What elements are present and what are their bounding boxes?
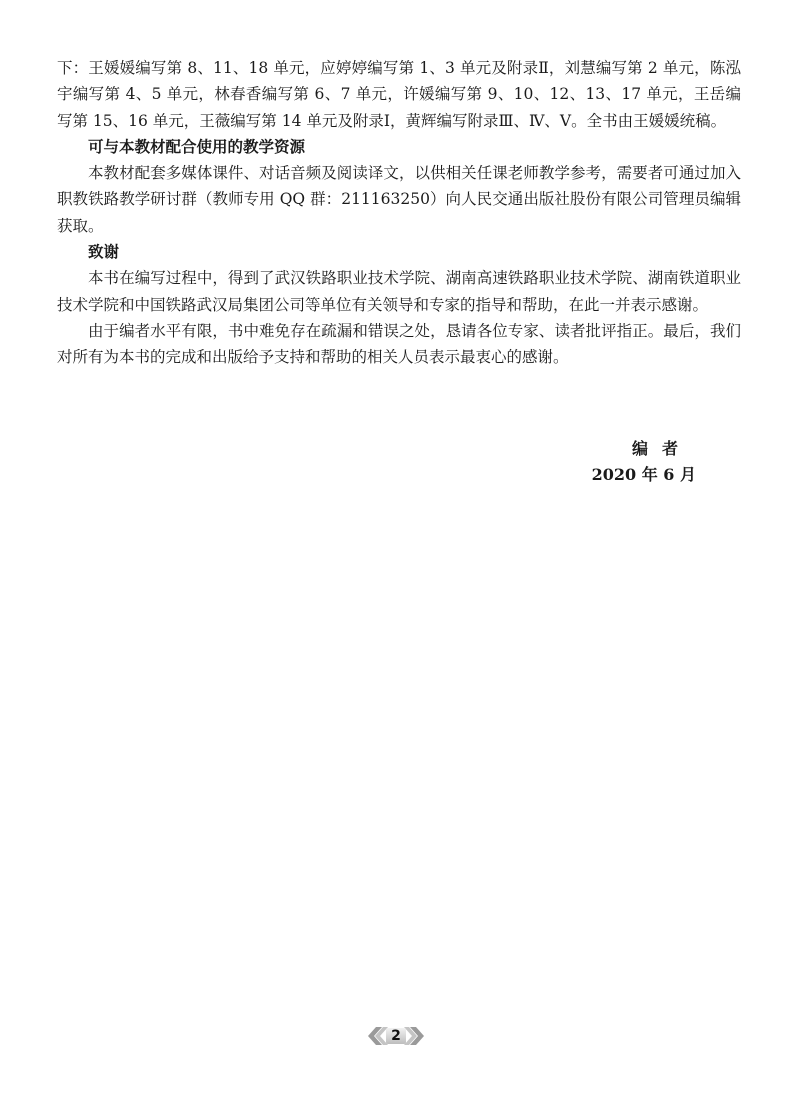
editor-signature: 编者 [631,439,692,458]
signature-block [592,436,696,488]
thanks-heading: 致谢 [88,243,120,262]
authors-paragraph: 下：王媛媛编写第 8、11、18 单元，应婷婷编写第 1、3 单元及附录Ⅱ，刘慧编写第 2 单元，陈泓宇编写第 4、5 单元，林春香编写第 6、7 单元，许媛编写第 9、10、12、13、17 单元，王岳编写第 15、16 单元，王薇编写第 14 单元及附录Ⅰ，黄辉编写附录Ⅲ、Ⅳ、Ⅴ。全书由王媛媛统稿。 [57,59,741,130]
page-footer [366,1024,426,1048]
page-number: 2 [391,1028,401,1044]
thanks-paragraph: 本书在编写过程中，得到了武汉铁路职业技术学院、湖南高速铁路职业技术学院、湖南铁道职业技术学院和中国铁路武汉局集团公司等单位有关领导和专家的指导和帮助，在此一并表示感谢。 [57,269,741,314]
resources-heading: 可与本教材配合使用的教学资源 [88,137,306,156]
preface-content [57,55,741,371]
closing-paragraph: 由于编者水平有限，书中难免存在疏漏和错误之处，恳请各位专家、读者批评指正。最后，我们对所有为本书的完成和出版给予支持和帮助的相关人员表示最衷心的感谢。 [57,321,741,367]
resources-paragraph: 本教材配套多媒体课件、对话音频及阅读译文，以供相关任课老师教学参考，需要者可通过加入职教铁路教学研讨群（教师专用 QQ 群：211163250）向人民交通出版社股份有限公司管理员编辑获取。 [57,164,741,235]
signature-date: 2020 年 6 月 [591,465,696,484]
